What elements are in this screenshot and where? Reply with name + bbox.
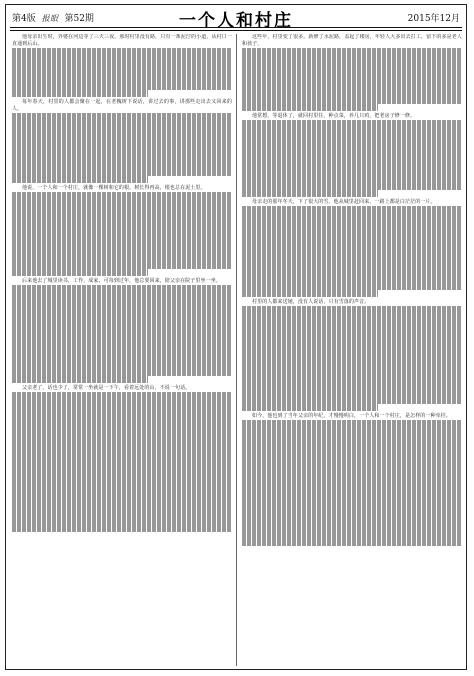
issue-date: 2015年12月 — [407, 14, 460, 24]
article-text-line — [12, 434, 232, 441]
article-text-line — [242, 213, 462, 220]
article-text-line — [12, 227, 232, 234]
article-text-line — [12, 355, 232, 362]
article-text-line — [242, 469, 462, 476]
article-paragraph: 父亲老了，话也少了，常常一坐就是一下午，看着远处的山，不说一句话。 — [22, 385, 191, 391]
article-text-line — [242, 320, 462, 327]
article-text-line — [242, 176, 462, 183]
article-text-line — [12, 155, 232, 162]
article-text-line — [12, 176, 148, 183]
article-text-line — [242, 504, 462, 511]
article-text-line — [12, 455, 232, 462]
article-text-line — [12, 327, 232, 334]
article-text-line — [242, 525, 462, 532]
article-text-line — [242, 248, 462, 255]
header-rule-thin — [10, 30, 462, 31]
article-text-line — [12, 76, 232, 83]
article-text-line — [242, 341, 462, 348]
article-text-line — [242, 397, 462, 404]
masthead — [6, 5, 466, 31]
article-text-line — [12, 399, 232, 406]
article-text-line — [242, 313, 462, 320]
article-text-line — [242, 227, 462, 234]
article-text-line — [242, 532, 462, 539]
article-text-line — [12, 69, 232, 76]
article-text-line — [242, 476, 462, 483]
article-text-line — [12, 199, 232, 206]
article-text-line — [242, 48, 462, 55]
article-text-line — [242, 90, 462, 97]
column-divider — [236, 34, 237, 666]
issue-prefix: 第4版 — [12, 14, 36, 24]
article-text-line — [12, 169, 232, 176]
article-text-line — [12, 420, 232, 427]
article-text-line — [12, 341, 232, 348]
article-column-left — [12, 34, 232, 668]
article-paragraph: 他母亲出生时，外婆在河边等了三天三夜。那时村里没有路，只有一条泥泞的小道，从村口一直通到后山。 — [12, 34, 232, 47]
article-text-line — [242, 383, 462, 390]
article-text-line — [242, 497, 462, 504]
article-text-line — [242, 141, 462, 148]
article-text-line — [12, 141, 232, 148]
article-text-line — [242, 376, 462, 383]
article-text-line — [12, 292, 232, 299]
article-text-line — [242, 104, 378, 111]
newspaper-page — [5, 4, 467, 670]
article-text-line — [12, 113, 232, 120]
article-text-line — [242, 255, 462, 262]
article-text-line — [242, 83, 462, 90]
article-text-line — [12, 48, 232, 55]
article-text-line — [242, 62, 462, 69]
article-paragraph: 村里的人都来送她，没有人说话，只有雪落的声音。 — [252, 299, 370, 305]
article-text-line — [12, 469, 232, 476]
article-text-line — [12, 248, 232, 255]
article-text-line — [12, 55, 232, 62]
article-paragraph: 如今，他也到了当年父亲的年纪，才慢慢明白，一个人和一个村庄，是怎样的一种牵挂。 — [252, 413, 451, 419]
article-text-line — [12, 511, 232, 518]
article-text-line — [242, 539, 462, 546]
article-text-line — [242, 511, 462, 518]
article-text-line — [12, 192, 232, 199]
article-text-line — [242, 490, 462, 497]
article-text-line — [242, 76, 462, 83]
article-text-line — [242, 241, 462, 248]
article-text-line — [242, 427, 462, 434]
article-text-line — [242, 404, 378, 411]
article-text-line — [12, 334, 232, 341]
article-text-line — [242, 134, 462, 141]
article-text-line — [12, 299, 232, 306]
article-text-line — [242, 55, 462, 62]
article-text-line — [242, 120, 462, 127]
article-text-line — [242, 348, 462, 355]
article-text-line — [242, 369, 462, 376]
article-text-line — [242, 483, 462, 490]
article-text-line — [12, 269, 148, 276]
article-text-line — [12, 206, 232, 213]
article-text-line — [12, 448, 232, 455]
article-text-line — [12, 62, 232, 69]
article-text-line — [12, 525, 232, 532]
article-text-line — [242, 276, 462, 283]
newspaper-logo: 报眼 — [41, 14, 59, 23]
article-text-line — [12, 369, 232, 376]
article-paragraph: 母亲走的那年冬天，下了很大的雪。他从城里赶回来，一路上都是白茫茫的一片。 — [252, 199, 436, 205]
article-paragraph: 他说，一个人和一个村庄，就像一棵树和它的根。树长得再高，根也总在泥土里。 — [22, 185, 206, 191]
article-text-line — [12, 362, 232, 369]
article-text-line — [242, 455, 462, 462]
article-text-line — [12, 462, 232, 469]
article-paragraph: 后来他去了城里读书，工作，成家，可每到过年，他总要回来，陪父亲在院子里坐一坐。 — [22, 278, 221, 284]
article-text-line — [242, 441, 462, 448]
issue-number: 第52期 — [64, 14, 94, 24]
article-text-line — [12, 213, 232, 220]
article-text-line — [12, 255, 232, 262]
article-text-line — [242, 262, 462, 269]
article-text-line — [242, 69, 462, 76]
article-text-line — [242, 190, 378, 197]
article-text-line — [12, 490, 232, 497]
article-text-line — [242, 162, 462, 169]
article-text-line — [12, 90, 148, 97]
article-text-line — [242, 220, 462, 227]
article-text-line — [242, 269, 462, 276]
article-paragraph: 每年春天，村里的人都会聚在一起，在老槐树下说话，讲过去的事，讲那些走出去又回来的人。 — [12, 99, 232, 112]
article-text-line — [242, 206, 462, 213]
article-text-line — [12, 376, 148, 383]
article-text-line — [12, 241, 232, 248]
article-text-line — [12, 127, 232, 134]
article-text-line — [12, 262, 232, 269]
article-text-line — [242, 97, 462, 104]
article-text-line — [242, 148, 462, 155]
article-text-line — [12, 320, 232, 327]
article-column-right — [242, 34, 462, 668]
article-text-line — [12, 497, 232, 504]
article-text-line — [12, 476, 232, 483]
article-text-line — [242, 234, 462, 241]
article-text-line — [12, 120, 232, 127]
article-text-line — [12, 483, 232, 490]
article-text-line — [242, 183, 462, 190]
article-text-line — [12, 313, 232, 320]
article-text-line — [12, 234, 232, 241]
article-text-line — [12, 162, 232, 169]
article-text-line — [242, 362, 462, 369]
article-text-line — [12, 134, 232, 141]
article-text-line — [12, 518, 232, 525]
article-text-line — [12, 441, 232, 448]
article-text-line — [242, 290, 378, 297]
article-text-line — [12, 427, 232, 434]
article-text-line — [12, 504, 232, 511]
article-text-line — [242, 327, 462, 334]
article-text-line — [12, 392, 232, 399]
article-text-line — [242, 434, 462, 441]
article-text-line — [12, 406, 232, 413]
article-text-line — [242, 127, 462, 134]
article-text-line — [12, 148, 232, 155]
article-text-line — [12, 220, 232, 227]
article-text-line — [242, 155, 462, 162]
article-text-line — [12, 413, 232, 420]
article-text-line — [242, 448, 462, 455]
article-text-line — [242, 462, 462, 469]
article-text-line — [242, 283, 462, 290]
article-text-line — [12, 348, 232, 355]
article-text-line — [12, 306, 232, 313]
article-paragraph: 他常想，等退休了，就回村里住，种点菜，养几只鸡，把老房子修一修。 — [252, 113, 416, 119]
article-text-line — [12, 83, 232, 90]
article-text-line — [242, 355, 462, 362]
article-text-line — [242, 518, 462, 525]
header-rule — [10, 27, 462, 28]
article-text-line — [242, 420, 462, 427]
article-text-line — [242, 390, 462, 397]
article-text-line — [242, 169, 462, 176]
article-text-line — [12, 285, 232, 292]
page-title: 一个人和村庄 — [179, 11, 293, 31]
article-text-line — [242, 334, 462, 341]
article-text-line — [242, 306, 462, 313]
article-paragraph: 这些年，村里变了很多。新修了水泥路，盖起了楼房，年轻人大多出去打工，留下的多是老人和孩子。 — [242, 34, 462, 47]
